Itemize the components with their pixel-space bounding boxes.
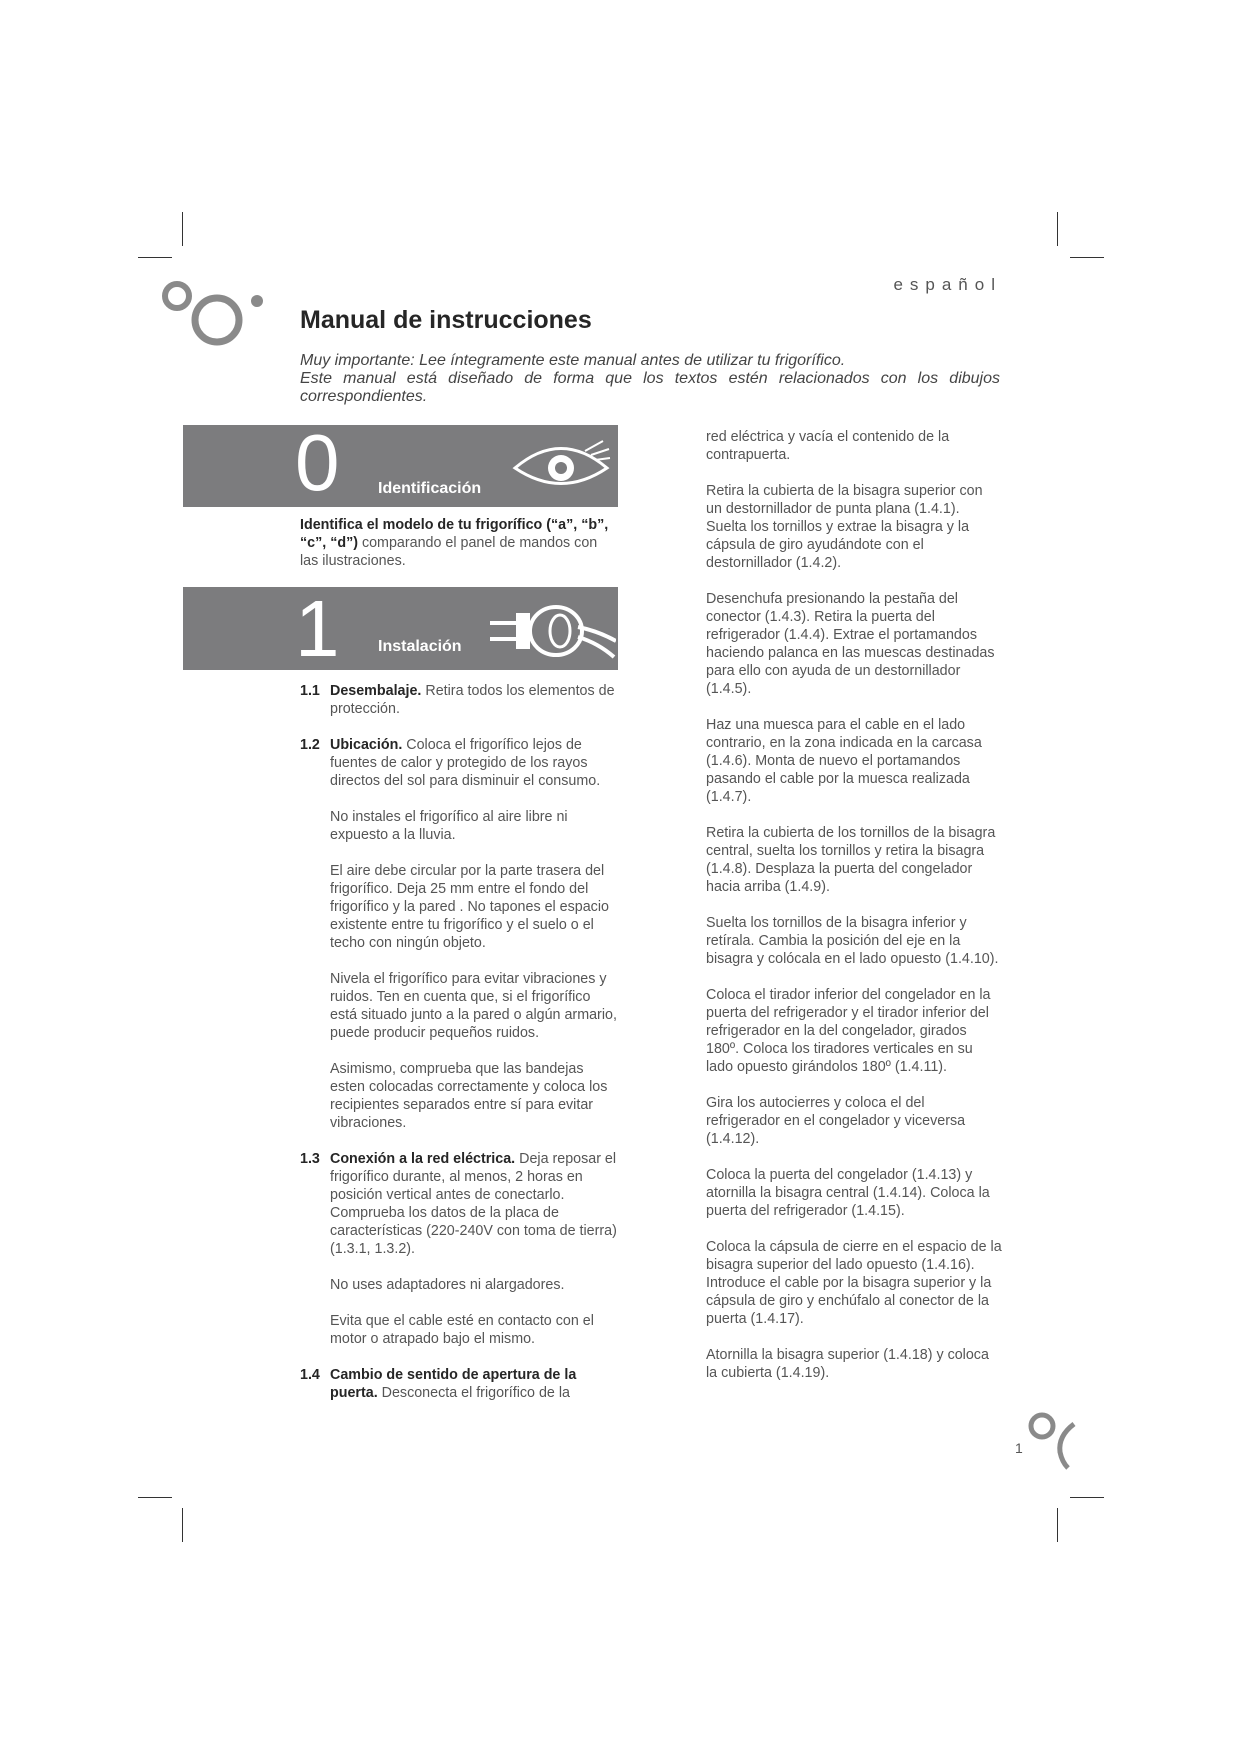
- list-item: [300, 1366, 618, 1402]
- section-label: Identificación: [378, 480, 482, 497]
- crop-mark: [1057, 1508, 1058, 1542]
- intro-text: [300, 352, 1000, 406]
- paragraph: Desenchufa presionando la pestaña del conector (1.4.3). Retira la puerta del refrigerador (1.4.4). Extrae el portamandos haciendo palanca en las muescas destinadas para ello con ayuda de un destornillador (1.4.5).: [706, 591, 995, 697]
- item-text: Desconecta el frigorífico de la: [377, 1385, 570, 1401]
- paragraph: Gira los autocierres y coloca el del refrigerador en el congelador y viceversa (1.4.12).: [706, 1095, 966, 1147]
- section-banner-identification: [183, 418, 618, 507]
- page-title: Manual de instrucciones: [300, 306, 592, 334]
- plug-icon: [488, 601, 616, 661]
- section-banner-installation: [183, 584, 618, 673]
- crop-mark: [1070, 1497, 1104, 1498]
- item-paragraph: No uses adaptadores ni alargadores.: [330, 1277, 565, 1293]
- page-number: 1: [1015, 1440, 1023, 1456]
- item-paragraph: El aire debe circular por la parte trasera del frigorífico. Deja 25 mm entre el fondo del frigorífico y la pared . No tapones el espacio existente entre tu frigorífico y el suelo o el techo con ningún objeto.: [330, 863, 609, 951]
- eye-icon: [511, 437, 611, 495]
- identification-paragraph: [300, 516, 618, 588]
- paragraph: Coloca la cápsula de cierre en el espacio de la bisagra superior del lado opuesto (1.4.16). Introduce el cable por la bisagra superior y la cápsula de giro y enchúfalo al conector de la puerta (1.4.17).: [706, 1239, 1002, 1327]
- paragraph: Coloca la puerta del congelador (1.4.13) y atornilla la bisagra central (1.4.14). Coloca la puerta del refrigerador (1.4.15).: [706, 1167, 990, 1219]
- crop-mark: [1057, 212, 1058, 246]
- item-heading: Cambio de sentido de apertura de la puerta.: [330, 1367, 577, 1401]
- brand-circles-logo: [1028, 1410, 1076, 1470]
- paragraph: Atornilla la bisagra superior (1.4.18) y coloca la cubierta (1.4.19).: [706, 1347, 989, 1381]
- item-paragraph: Evita que el cable esté en contacto con el motor o atrapado bajo el mismo.: [330, 1313, 594, 1347]
- language-label: español: [893, 275, 1002, 294]
- section-label: Instalación: [378, 638, 462, 655]
- crop-mark: [1070, 257, 1104, 258]
- crop-mark: [182, 212, 183, 246]
- item-paragraph: Nivela el frigorífico para evitar vibraciones y ruidos. Ten en cuenta que, si el frigorífico está situado junto a la pared o algún armario, puede producir pequeños ruidos.: [330, 971, 617, 1041]
- paragraph: Coloca el tirador inferior del congelador en la puerta del refrigerador y el tirador inferior del refrigerador en la del congelador, girados 180º. Coloca los tiradores verticales en su lado opuesto girándolos 180º (1.4.11).: [706, 987, 991, 1075]
- paragraph: Haz una muesca para el cable en el lado contrario, en la zona indicada en la carcasa (1.4.6). Monta de nuevo el portamandos pasando el cable por la muesca realizada (1.4.7).: [706, 717, 982, 805]
- item-paragraph: No instales el frigorífico al aire libre ni expuesto a la lluvia.: [330, 809, 568, 843]
- item-paragraph: Asimismo, comprueba que las bandejas esten colocadas correctamente y coloca los recipientes separados entre sí para evitar vibraciones.: [330, 1061, 608, 1131]
- intro-line: Muy importante: Lee íntegramente este manual antes de utilizar tu frigorífico.: [300, 352, 846, 369]
- intro-line: Este manual está diseñado de forma que los textos estén relacionados con los dibujos correspondientes.: [300, 370, 1000, 405]
- item-heading: Ubicación.: [330, 737, 403, 753]
- list-item: [300, 682, 618, 718]
- section-number: 1: [295, 584, 340, 673]
- installation-list: [300, 682, 618, 1420]
- crop-mark: [182, 1508, 183, 1542]
- item-number: 1.3: [300, 1151, 320, 1167]
- item-text: Coloca el frigorífico lejos de fuentes de calor y protegido de los rayos directos del sol para disminuir el consumo.: [330, 737, 601, 789]
- identification-text: comparando el panel de mandos con las ilustraciones.: [300, 535, 598, 569]
- item-text: Deja reposar el frigorífico durante, al menos, 2 horas en posición vertical antes de conectarlo. Comprueba los datos de la placa de características (220-240V con toma de tierra) (1.3.1, 1.3.2).: [330, 1151, 617, 1257]
- paragraph: Retira la cubierta de los tornillos de la bisagra central, suelta los tornillos y retira la bisagra (1.4.8). Desplaza la puerta del congelador hacia arriba (1.4.9).: [706, 825, 996, 895]
- brand-circles-logo: [160, 278, 275, 353]
- item-number: 1.1: [300, 683, 320, 699]
- list-item: [300, 736, 618, 1132]
- crop-mark: [138, 257, 172, 258]
- paragraph: Retira la cubierta de la bisagra superior con un destornillador de punta plana (1.4.1). Suelta los tornillos y extrae la bisagra y la cápsula de giro ayudándote con el destornillador (1.4.2).: [706, 483, 983, 571]
- item-text: Retira todos los elementos de protección.: [330, 683, 615, 717]
- item-heading: Desembalaje.: [330, 683, 422, 699]
- crop-mark: [138, 1497, 172, 1498]
- identification-bold: Identifica el modelo de tu frigorífico (“a”, “b”, “c”, “d”): [300, 517, 609, 551]
- list-item: [300, 1150, 618, 1348]
- right-column: [706, 428, 1002, 1400]
- section-number: 0: [295, 418, 340, 507]
- item-heading: Conexión a la red eléctrica.: [330, 1151, 516, 1167]
- paragraph: Suelta los tornillos de la bisagra inferior y retírala. Cambia la posición del eje en la bisagra y colócala en el lado opuesto (1.4.10).: [706, 915, 999, 967]
- item-number: 1.4: [300, 1367, 320, 1383]
- item-number: 1.2: [300, 737, 320, 753]
- paragraph: red eléctrica y vacía el contenido de la contrapuerta.: [706, 429, 950, 463]
